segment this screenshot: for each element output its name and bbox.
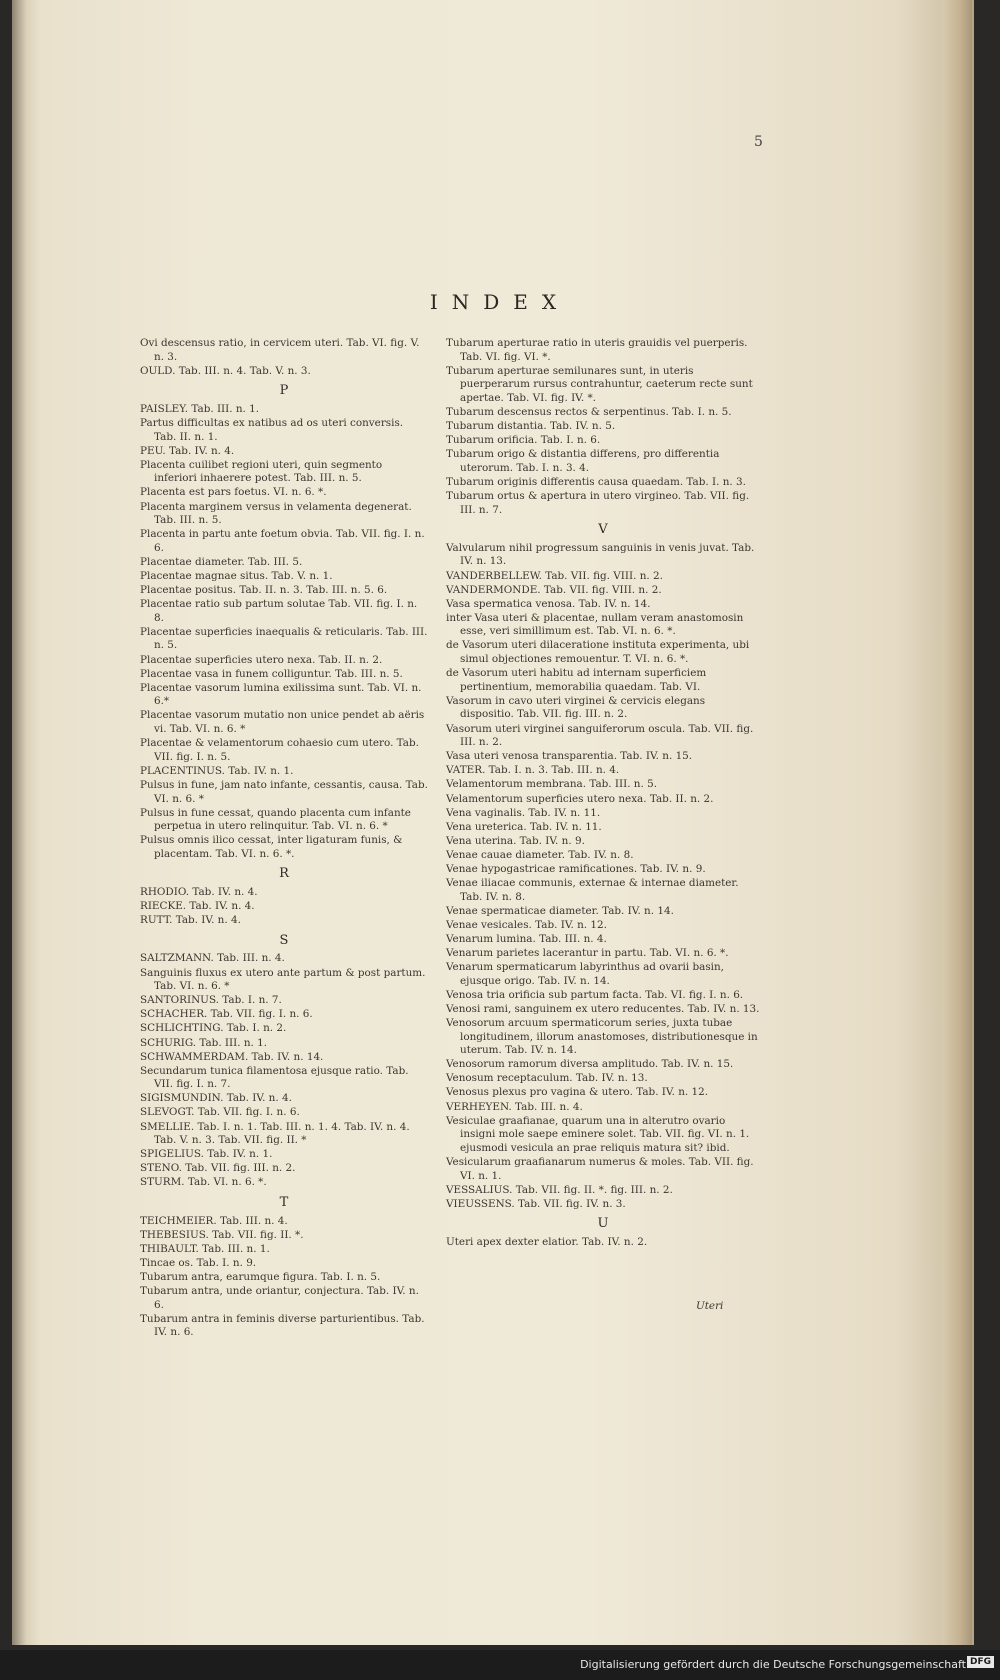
section-letter: T xyxy=(279,1195,289,1211)
index-entry: Placentae ratio sub partum solutae Tab. VII. fig. I. n. 8. xyxy=(140,598,418,624)
index-entry: Venae iliacae communis, externae & internae diameter. Tab. IV. n. 8. xyxy=(446,877,739,903)
index-entry: Vena ureterica. Tab. IV. n. 11. xyxy=(446,820,602,833)
index-entry: Placentae positus. Tab. II. n. 3. Tab. III. n. 5. 6. xyxy=(140,584,388,597)
index-entry: STURM. Tab. VI. n. 6. *. xyxy=(140,1176,267,1189)
index-entry: Venarum spermaticarum labyrinthus ad ovarii basin, ejusque origo. Tab. IV. n. 14. xyxy=(446,961,724,987)
index-entry: THEBESIUS. Tab. VII. fig. II. *. xyxy=(140,1228,304,1241)
index-entry: Venosa tria orificia sub partum facta. Tab. VI. fig. I. n. 6. xyxy=(446,988,744,1001)
index-entry: Vasa spermatica venosa. Tab. IV. n. 14. xyxy=(446,597,651,610)
index-entry: VATER. Tab. I. n. 3. Tab. III. n. 4. xyxy=(446,764,620,777)
index-entry: SCHURIG. Tab. III. n. 1. xyxy=(140,1036,268,1049)
index-entry: Pulsus in fune, jam nato infante, cessantis, causa. Tab. VI. n. 6. * xyxy=(140,778,428,805)
dfg-logo: DFG xyxy=(967,1656,994,1668)
index-entry: Uteri apex dexter elatior. Tab. IV. n. 2. xyxy=(446,1235,648,1248)
index-entry: Placentae vasorum mutatio non unice pendet ab aëris vi. Tab. VI. n. 6. * xyxy=(140,709,425,736)
section-letter: U xyxy=(597,1216,609,1232)
index-entry: Vasa uteri venosa transparentia. Tab. IV. n. 15. xyxy=(446,750,693,763)
index-entry: STENO. Tab. VII. fig. III. n. 2. xyxy=(140,1162,296,1175)
catchword: Uteri xyxy=(696,1300,724,1312)
index-entry: Velamentorum membrana. Tab. III. n. 5. xyxy=(446,778,658,791)
index-entry: Vesicularum graafianarum numerus & moles. Tab. VII. fig. VI. n. 1. xyxy=(446,1155,754,1182)
index-entry: RHODIO. Tab. IV. n. 4. xyxy=(140,886,258,899)
index-entry: Tubarum origo & distantia differens, pro differentia uterorum. Tab. I. n. 3. 4. xyxy=(446,448,720,474)
index-entry: SCHLICHTING. Tab. I. n. 2. xyxy=(140,1022,287,1035)
index-entry: Tincae os. Tab. I. n. 9. xyxy=(140,1256,257,1269)
index-entry: RIECKE. Tab. IV. n. 4. xyxy=(140,900,255,913)
index-entry: SIGISMUNDIN. Tab. IV. n. 4. xyxy=(140,1092,292,1105)
index-entry: VANDERMONDE. Tab. VII. fig. VIII. n. 2. xyxy=(446,583,662,596)
index-entry: RUTT. Tab. IV. n. 4. xyxy=(140,914,241,927)
index-entry: de Vasorum uteri habitu ad internam superficiem pertinentium, memorabilia quaedam. Tab. VI. xyxy=(446,667,707,693)
index-column-right xyxy=(446,337,760,1250)
funding-credit: Digitalisierung gefördert durch die Deutsche Forschungsgemeinschaft xyxy=(580,1658,966,1671)
index-entry: OULD. Tab. III. n. 4. Tab. V. n. 3. xyxy=(140,364,311,377)
index-entry: Tubarum descensus rectos & serpentinus. Tab. I. n. 5. xyxy=(446,405,732,418)
index-entry: Placentae diameter. Tab. III. 5. xyxy=(140,555,303,568)
section-letter: R xyxy=(279,866,289,882)
index-entry: Tubarum orificia. Tab. I. n. 6. xyxy=(446,434,601,447)
index-entry: Pulsus in fune cessat, quando placenta cum infante perpetua in utero relinquitur. Tab. VI. n. 6. * xyxy=(140,806,411,833)
index-entry: Venosorum arcuum spermaticorum series, juxta tubae longitudinem, illorum anastomoses, distributionesque in uterum. Tab. IV. n. 14. xyxy=(446,1017,758,1057)
index-entry: Tubarum antra, unde oriantur, conjectura. Tab. IV. n. 6. xyxy=(140,1285,419,1311)
index-entry: Tubarum aperturae semilunares sunt, in uteris puerperarum rursus contrahuntur, caeterum recte sunt apertae. Tab. VI. fig. IV. *. xyxy=(446,364,753,404)
index-entry: THIBAULT. Tab. III. n. 1. xyxy=(140,1242,270,1255)
index-entry: Venae hypogastricae ramificationes. Tab. IV. n. 9. xyxy=(446,862,706,875)
page-edge xyxy=(942,0,972,1645)
index-entry: VERHEYEN. Tab. III. n. 4. xyxy=(446,1100,583,1113)
page-title: INDEX xyxy=(429,290,571,314)
index-entry: Placenta est pars foetus. VI. n. 6. *. xyxy=(140,486,327,499)
index-entry: Venarum lumina. Tab. III. n. 4. xyxy=(446,932,607,945)
index-entry: Placentae superficies utero nexa. Tab. II. n. 2. xyxy=(140,653,383,666)
index-entry: SMELLIE. Tab. I. n. 1. Tab. III. n. 1. 4. Tab. IV. n. 4. Tab. V. n. 3. Tab. VII. fig. II. * xyxy=(140,1120,410,1147)
index-entry: SCHACHER. Tab. VII. fig. I. n. 6. xyxy=(140,1008,313,1021)
index-entry: Venosus plexus pro vagina & utero. Tab. IV. n. 12. xyxy=(446,1086,709,1099)
spine-shadow xyxy=(12,0,26,1645)
index-entry: SALTZMANN. Tab. III. n. 4. xyxy=(140,952,285,965)
index-entry: Vasorum in cavo uteri virginei & cervicis elegans dispositio. Tab. VII. fig. III. n. 2. xyxy=(446,694,706,721)
index-entry: VANDERBELLEW. Tab. VII. fig. VIII. n. 2. xyxy=(446,569,663,582)
index-entry: SANTORINUS. Tab. I. n. 7. xyxy=(140,994,282,1007)
index-entry: SCHWAMMERDAM. Tab. IV. n. 14. xyxy=(140,1050,324,1063)
index-entry: Venosum receptaculum. Tab. IV. n. 13. xyxy=(446,1072,648,1085)
index-entry: Venosi rami, sanguinem ex utero reducentes. Tab. IV. n. 13. xyxy=(446,1002,760,1015)
index-entry: Tubarum antra, earumque figura. Tab. I. n. 5. xyxy=(140,1271,381,1283)
index-entry: PAISLEY. Tab. III. n. 1. xyxy=(140,402,260,415)
index-entry: Partus difficultas ex natibus ad os uteri conversis. Tab. II. n. 1. xyxy=(140,416,404,443)
index-entry: Placentae magnae situs. Tab. V. n. 1. xyxy=(140,570,333,582)
index-entry: PEU. Tab. IV. n. 4. xyxy=(140,444,235,457)
index-entry: Placentae vasorum lumina exilissima sunt. Tab. VI. n. 6.* xyxy=(140,681,422,708)
index-entry: Pulsus omnis ilico cessat, inter ligaturam funis, & placentam. Tab. VI. n. 6. *. xyxy=(140,834,403,860)
index-entry: Vena vaginalis. Tab. IV. n. 11. xyxy=(446,806,601,819)
index-entry: PLACENTINUS. Tab. IV. n. 1. xyxy=(140,764,294,777)
index-entry: Velamentorum superficies utero nexa. Tab. II. n. 2. xyxy=(446,792,714,805)
index-entry: VESSALIUS. Tab. VII. fig. II. *. fig. III. n. 2. xyxy=(446,1183,673,1196)
index-entry: Venae spermaticae diameter. Tab. IV. n. 14. xyxy=(446,904,674,917)
index-entry: Placenta cuilibet regioni uteri, quin segmento inferiori inhaerere potest. Tab. III. n. 5. xyxy=(140,458,383,485)
index-entry: Venae cauae diameter. Tab. IV. n. 8. xyxy=(446,848,634,861)
index-entry: Vasorum uteri virginei sanguiferorum oscula. Tab. VII. fig. III. n. 2. xyxy=(446,722,754,749)
index-entry: VIEUSSENS. Tab. VII. fig. IV. n. 3. xyxy=(446,1197,626,1210)
index-entry: Placentae vasa in funem colliguntur. Tab. III. n. 5. xyxy=(140,667,403,680)
index-entry: Vena uterina. Tab. IV. n. 9. xyxy=(446,834,585,847)
index-entry: Venae vesicales. Tab. IV. n. 12. xyxy=(446,918,607,931)
index-entry: Venarum parietes lacerantur in partu. Tab. VI. n. 6. *. xyxy=(446,947,729,960)
section-letter: P xyxy=(279,383,289,399)
index-entry: Valvularum nihil progressum sanguinis in venis juvat. Tab. IV. n. 13. xyxy=(446,541,755,568)
index-entry: Ovi descensus ratio, in cervicem uteri. Tab. VI. fig. V. n. 3. xyxy=(140,337,420,363)
index-entry: Tubarum distantia. Tab. IV. n. 5. xyxy=(446,420,616,433)
index-entry: Sanguinis fluxus ex utero ante partum & post partum. Tab. VI. n. 6. * xyxy=(140,966,426,993)
page-number: 5 xyxy=(754,134,763,150)
index-entry: Tubarum aperturae ratio in uteris grauidis vel puerperis. Tab. VI. fig. VI. *. xyxy=(446,337,748,363)
index-entry: inter Vasa uteri & placentae, nullam veram anastomosin esse, veri simillimum est. Tab. VI. n. 6. *. xyxy=(446,611,744,638)
index-entry: de Vasorum uteri dilaceratione instituta experimenta, ubi simul objectiones remouentur. T. VI. n. 6. *. xyxy=(446,639,750,666)
section-letter: V xyxy=(598,522,608,538)
index-entry: Placenta marginem versus in velamenta degenerat. Tab. III. n. 5. xyxy=(140,500,412,527)
section-letter: S xyxy=(279,932,289,948)
index-entry: Placenta in partu ante foetum obvia. Tab. VII. fig. I. n. 6. xyxy=(140,528,425,554)
index-entry: Vesiculae graafianae, quarum una in alterutro ovario insigni mole saepe eminere solet. Tab. VII. fig. VI. n. 1. ejusmodi vesicula an prae reliquis matura sit? ibid. xyxy=(446,1114,750,1154)
index-entry: SPIGELIUS. Tab. IV. n. 1. xyxy=(140,1148,273,1161)
index-entry: Venosorum ramorum diversa amplitudo. Tab. IV. n. 15. xyxy=(446,1058,734,1071)
index-entry: Tubarum antra in feminis diverse parturientibus. Tab. IV. n. 6. xyxy=(140,1312,425,1339)
footer-bar xyxy=(0,1650,1000,1680)
index-entry: Placentae superficies inaequalis & reticularis. Tab. III. n. 5. xyxy=(140,625,428,652)
index-entry: Placentae & velamentorum cohaesio cum utero. Tab. VII. fig. I. n. 5. xyxy=(140,737,419,763)
index-entry: SLEVOGT. Tab. VII. fig. I. n. 6. xyxy=(140,1106,300,1119)
index-entry: Tubarum originis differentis causa quaedam. Tab. I. n. 3. xyxy=(446,475,746,488)
index-entry: Secundarum tunica filamentosa ejusque ratio. Tab. VII. fig. I. n. 7. xyxy=(140,1064,409,1091)
index-column-left xyxy=(140,337,428,1340)
index-entry: TEICHMEIER. Tab. III. n. 4. xyxy=(140,1214,288,1227)
index-entry: Tubarum ortus & apertura in utero virgineo. Tab. VII. fig. III. n. 7. xyxy=(446,490,750,516)
